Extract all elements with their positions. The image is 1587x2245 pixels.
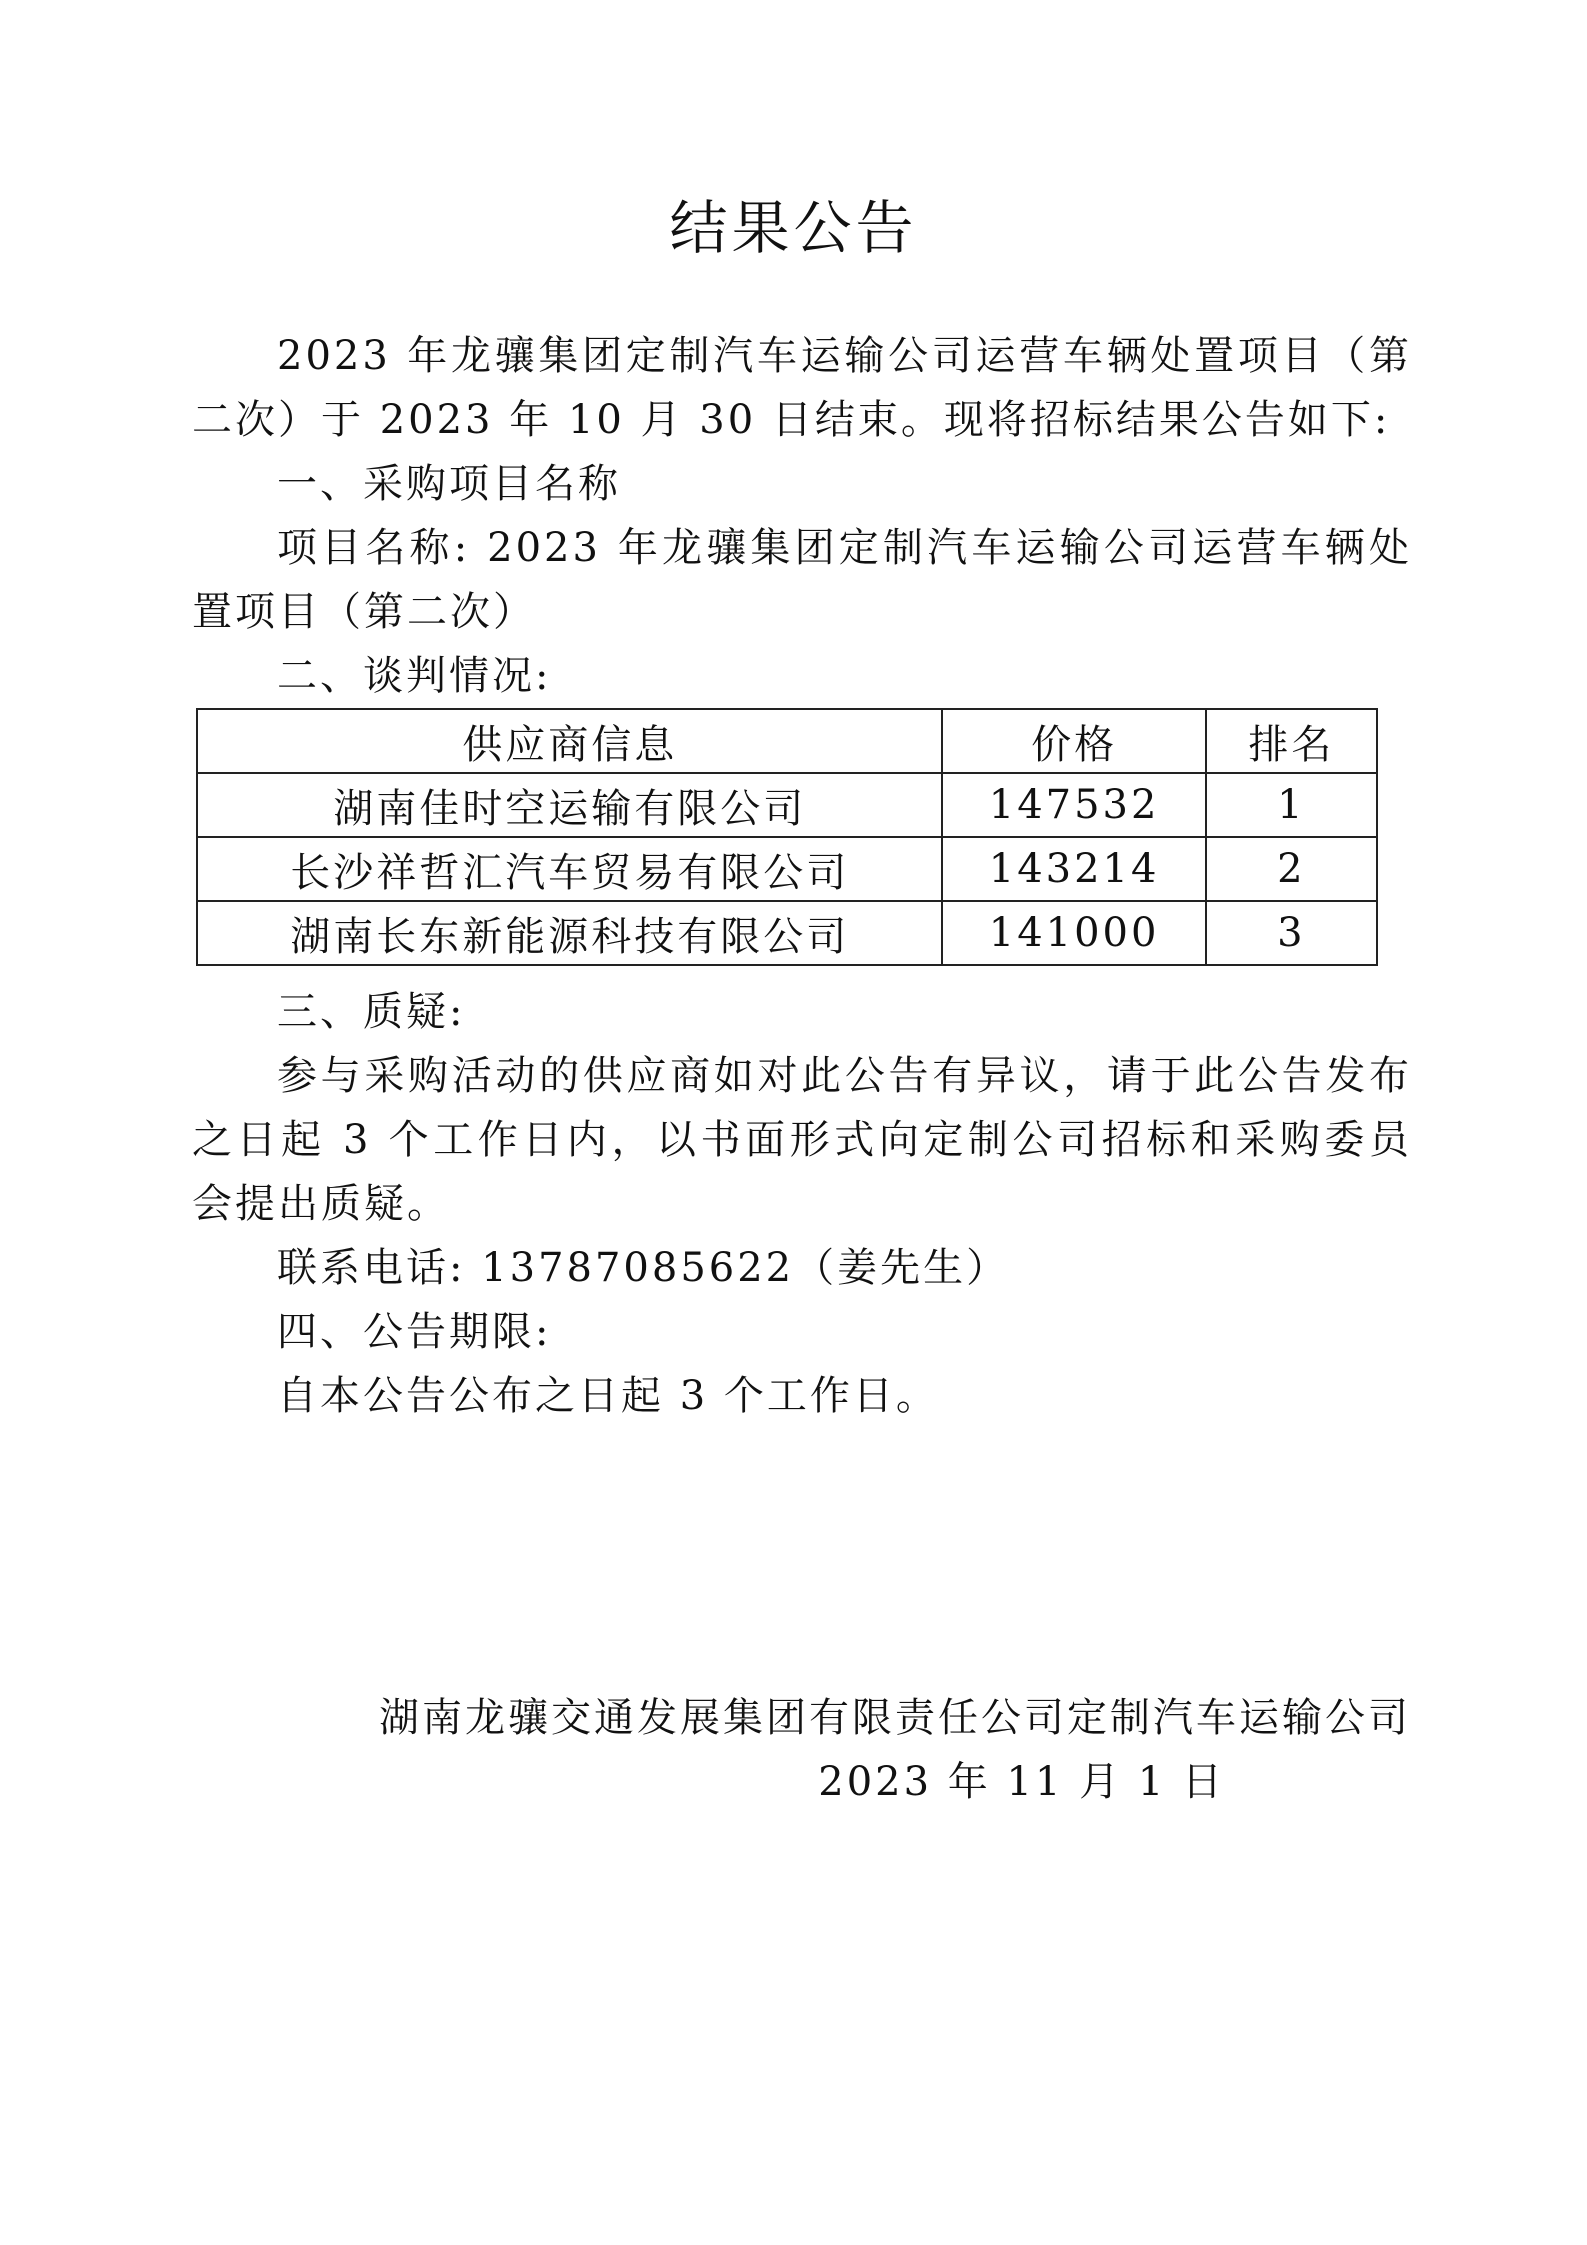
rank-cell: 2	[1206, 837, 1377, 901]
lower-block	[192, 980, 1412, 1428]
section4-text: 自本公告公布之日起 3 个工作日。	[277, 1373, 939, 1419]
rank-cell: 3	[1206, 901, 1377, 965]
intro-paragraph: 2023 年龙骧集团定制汽车运输公司运营车辆处置项目（第二次）于 2023 年 10 月 30 日结束。现将招标结果公告如下:	[192, 333, 1412, 443]
signature-date: 2023 年 11 月 1 日	[818, 1759, 1225, 1805]
contact-line: 联系电话: 13787085622（姜先生）	[277, 1245, 1010, 1291]
section3-heading: 三、质疑:	[277, 989, 466, 1035]
section1-text: 项目名称: 2023 年龙骧集团定制汽车运输公司运营车辆处置项目（第二次）	[192, 525, 1412, 635]
header-price: 价格	[942, 709, 1205, 773]
intro-block	[192, 324, 1412, 708]
supplier-cell: 湖南佳时空运输有限公司	[197, 773, 942, 837]
table-row	[197, 773, 1377, 837]
table-header-row	[197, 709, 1377, 773]
header-supplier: 供应商信息	[197, 709, 942, 773]
section3-text: 参与采购活动的供应商如对此公告有异议，请于此公告发布之日起 3 个工作日内，以书面形式向定制公司招标和采购委员会提出质疑。	[192, 1053, 1412, 1227]
page-title: 结果公告	[669, 194, 918, 262]
supplier-cell: 长沙祥哲汇汽车贸易有限公司	[197, 837, 942, 901]
price-cell: 147532	[942, 773, 1205, 837]
section1-heading: 一、采购项目名称	[277, 461, 621, 507]
header-rank: 排名	[1206, 709, 1377, 773]
price-cell: 141000	[942, 901, 1205, 965]
table-row	[197, 901, 1377, 965]
table-row	[197, 837, 1377, 901]
signature-org: 湖南龙骧交通发展集团有限责任公司定制汽车运输公司	[379, 1695, 1411, 1741]
price-cell: 143214	[942, 837, 1205, 901]
rank-cell: 1	[1206, 773, 1377, 837]
section2-heading: 二、谈判情况:	[277, 653, 552, 699]
section4-heading: 四、公告期限:	[277, 1309, 552, 1355]
bid-results-table	[196, 708, 1378, 966]
supplier-cell: 湖南长东新能源科技有限公司	[197, 901, 942, 965]
